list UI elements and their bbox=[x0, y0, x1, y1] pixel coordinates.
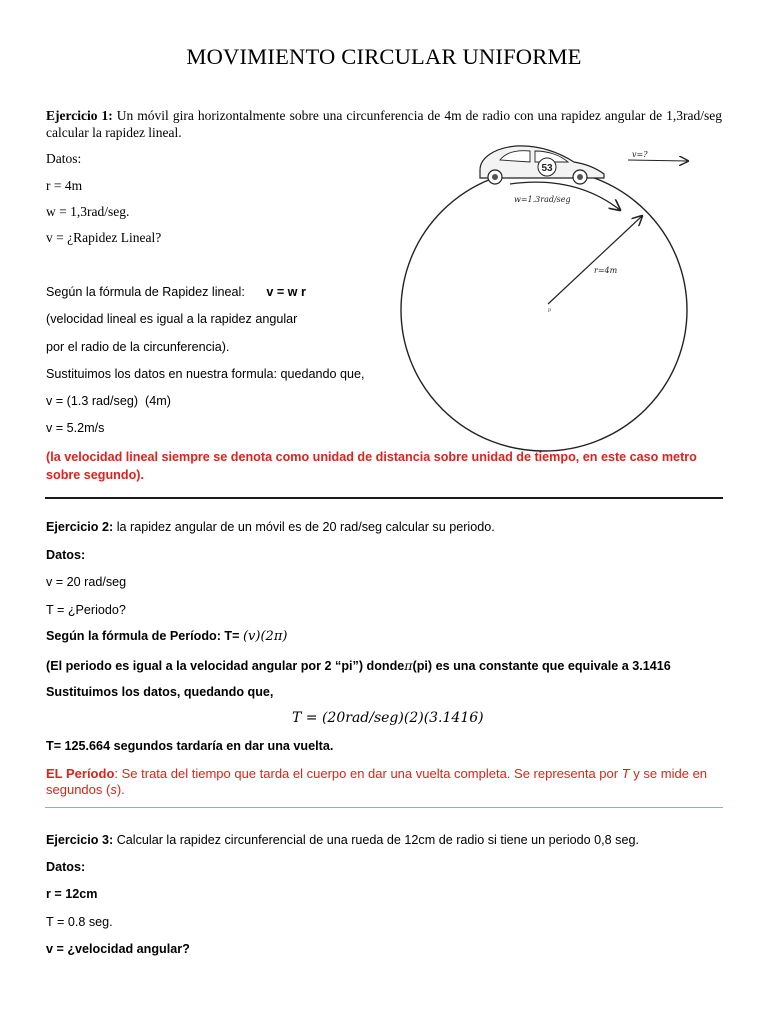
ex2-explain-pi: π bbox=[404, 658, 413, 673]
exercise-2-text: la rapidez angular de un móvil es de 20 rad/seg calcular su periodo. bbox=[116, 520, 495, 534]
ex2-substitute: Sustituimos los datos, quedando que, bbox=[46, 685, 274, 699]
velocity-arrow bbox=[628, 160, 688, 161]
ex2-def-t: T bbox=[621, 766, 630, 781]
ex1-explain-1: (velocidad lineal es igual a la rapidez angular bbox=[46, 312, 298, 326]
ex2-period-definition bbox=[46, 766, 726, 798]
ex1-explain-2: por el radio de la circunferencia). bbox=[46, 340, 230, 354]
radius-arrow bbox=[548, 216, 642, 304]
ex3-datos-heading: Datos: bbox=[46, 860, 86, 874]
ex2-result: T= 125.664 segundos tardaría en dar una vuelta. bbox=[46, 739, 334, 753]
ex2-def-label: EL Período bbox=[46, 766, 115, 781]
ex1-result: v = 5.2m/s bbox=[46, 421, 105, 435]
ex1-data-r: r = 4m bbox=[46, 178, 83, 193]
exercise-2-statement bbox=[46, 520, 495, 534]
exercise-1-text: Un móvil gira horizontalmente sobre una circunferencia de 4m de radio con una rapidez angular de 1,3rad/seg calcular la rapidez lineal. bbox=[46, 108, 723, 140]
ex1-calc: v = (1.3 rad/seg) (4m) bbox=[46, 394, 171, 408]
ex3-data-v: v = ¿velocidad angular? bbox=[46, 942, 190, 956]
ex3-data-t: T = 0.8 seg. bbox=[46, 915, 113, 929]
ex2-explain-b: (pi) es una constante que equivale a 3.1416 bbox=[412, 659, 671, 673]
radius-label: r=4m bbox=[594, 266, 618, 275]
ex1-substitute: Sustituimos los datos en nuestra formula: quedando que, bbox=[46, 367, 365, 381]
ex1-data-w: w = 1,3rad/seg. bbox=[46, 204, 130, 219]
center-mark: p bbox=[548, 307, 552, 313]
velocity-label: v=? bbox=[632, 150, 648, 159]
exercise-3-statement bbox=[46, 833, 639, 847]
ex1-formula-line bbox=[46, 285, 306, 299]
ex1-formula: v = w r bbox=[266, 285, 306, 299]
trajectory-circle bbox=[401, 169, 687, 451]
ex1-datos-heading: Datos: bbox=[46, 151, 82, 166]
ex2-def-text-a: : Se trata del tiempo que tarda el cuerpo en dar una vuelta completa. Se representa por bbox=[114, 766, 619, 781]
ex2-def-text-c: en segundos ( bbox=[46, 766, 708, 797]
exercise-1-label: Ejercicio 1: bbox=[46, 108, 113, 123]
ex2-def-text-b: y se mide bbox=[633, 766, 689, 781]
ex2-explanation bbox=[46, 658, 671, 673]
ex2-data-t: T = ¿Periodo? bbox=[46, 603, 126, 617]
ex2-formula-line bbox=[46, 629, 287, 644]
ex2-def-text-d: ). bbox=[116, 782, 125, 797]
car-number: 53 bbox=[541, 163, 553, 174]
ex2-data-v: v = 20 rad/seg bbox=[46, 575, 127, 589]
section-divider-1 bbox=[45, 497, 723, 499]
ex2-datos-heading: Datos: bbox=[46, 548, 86, 562]
ex3-data-r: r = 12cm bbox=[46, 887, 98, 901]
circular-motion-figure bbox=[390, 140, 720, 456]
exercise-1-statement bbox=[46, 107, 722, 141]
ex2-explain-a: (El periodo es igual a la velocidad angular por 2 “pi”) donde bbox=[46, 659, 405, 673]
ex1-note: (la velocidad lineal siempre se denota como unidad de distancia sobre unidad de tiempo, en este caso metro sobre segundo). bbox=[46, 450, 697, 482]
section-divider-2 bbox=[45, 807, 723, 808]
page-title: MOVIMIENTO CIRCULAR UNIFORME bbox=[186, 44, 582, 69]
ex2-equation: T = (20rad/seg)(2)(3.1416) bbox=[292, 710, 484, 726]
angular-velocity-label: w=1.3rad/seg bbox=[514, 195, 571, 204]
ex2-formula-math: (v)(2π) bbox=[242, 629, 288, 644]
exercise-3-text: Calcular la rapidez circunferencial de una rueda de 12cm de radio si tiene un periodo 0,8 seg. bbox=[116, 833, 639, 847]
ex1-data-v: v = ¿Rapidez Lineal? bbox=[46, 230, 162, 245]
ex2-formula-intro: Según la fórmula de Período: T= bbox=[46, 629, 240, 643]
exercise-3-label: Ejercicio 3: bbox=[46, 833, 114, 847]
ex2-def-s: s bbox=[110, 782, 117, 797]
ex1-formula-intro: Según la fórmula de Rapidez lineal: bbox=[46, 285, 245, 299]
exercise-2-label: Ejercicio 2: bbox=[46, 520, 114, 534]
